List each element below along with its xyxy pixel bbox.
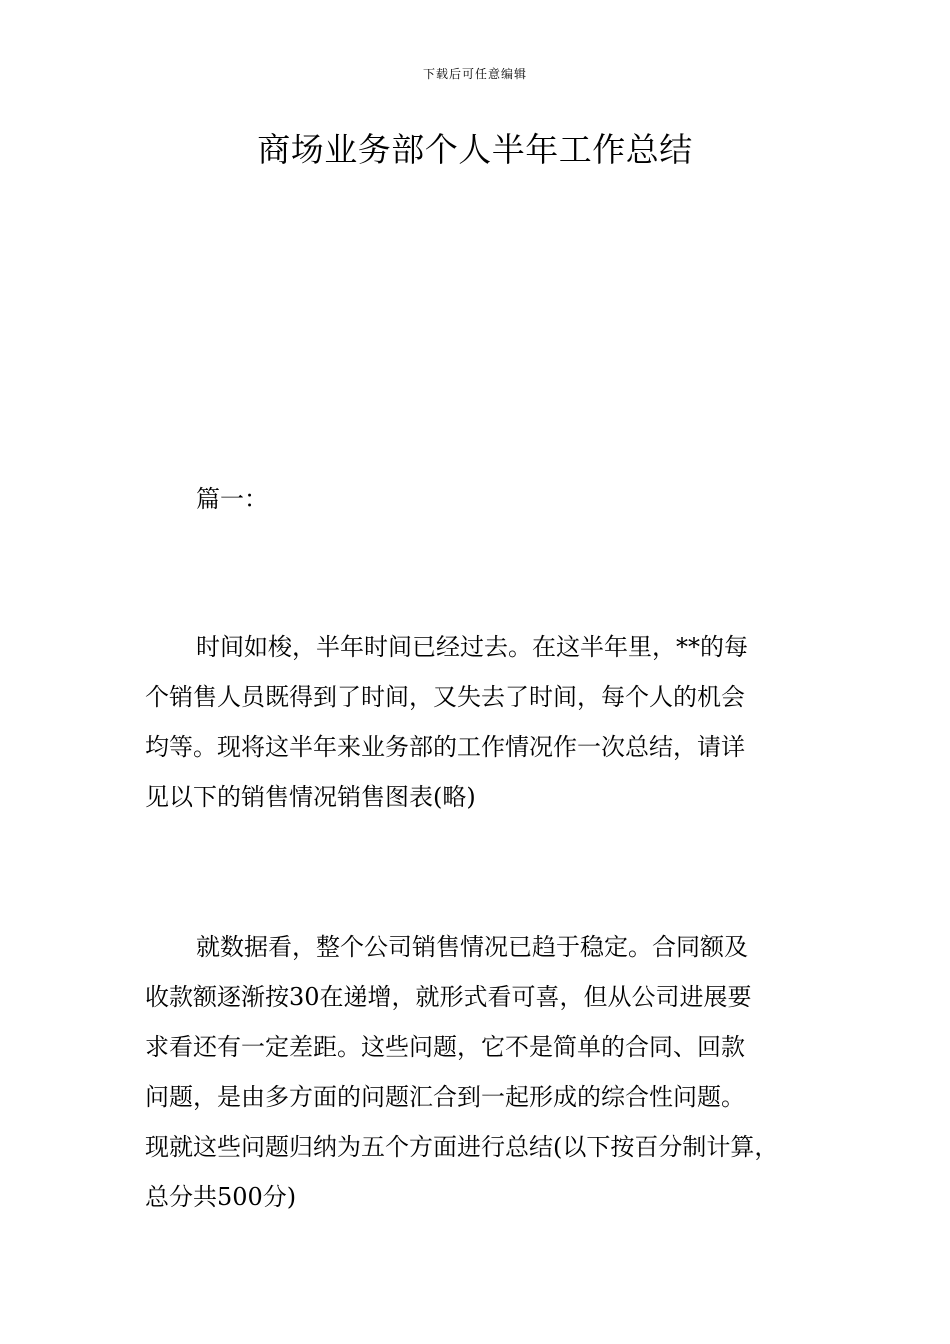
paragraph-line: 就数据看，整个公司销售情况已趋于稳定。合同额及 [196, 933, 748, 961]
paragraph-line: 时间如梭，半年时间已经过去。在这半年里，**的每 [196, 633, 748, 661]
paragraph-1 [145, 622, 835, 822]
paragraph-line: 总分共500分) [145, 1183, 297, 1211]
paragraph-line: 现就这些问题归纳为五个方面进行总结(以下按百分制计算， [145, 1133, 779, 1161]
paragraph-line: 问题，是由多方面的问题汇合到一起形成的综合性问题。 [145, 1083, 745, 1111]
paragraph-line: 收款额逐渐按30在递增，就形式看可喜，但从公司进展要 [145, 983, 752, 1011]
document-title: 商场业务部个人半年工作总结 [257, 130, 693, 169]
paragraph-line: 求看还有一定差距。这些问题，它不是简单的合同、回款 [145, 1033, 745, 1061]
section-label: 篇一： [196, 485, 268, 513]
paragraph-line: 见以下的销售情况销售图表(略) [145, 783, 476, 811]
header-note: 下载后可任意编辑 [422, 67, 527, 81]
paragraph-line: 个销售人员既得到了时间，又失去了时间，每个人的机会 [145, 683, 745, 711]
paragraph-line: 均等。现将这半年来业务部的工作情况作一次总结，请详 [145, 733, 745, 761]
paragraph-2 [145, 922, 835, 1222]
